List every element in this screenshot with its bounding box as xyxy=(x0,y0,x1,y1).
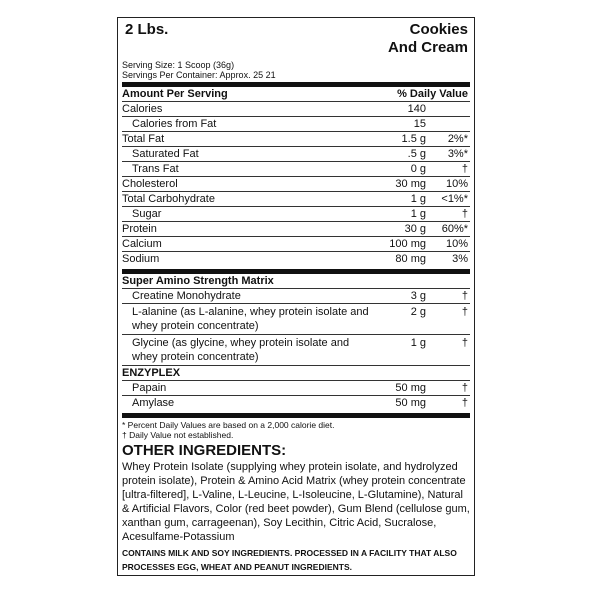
allergen-statement: CONTAINS MILK AND SOY INGREDIENTS. PROCESSED IN A FACILITY THAT ALSO PROCESSES EGG, WHEAT AND PEANUT INGREDIENTS. xyxy=(122,548,457,572)
other-ingredients-text: Whey Protein Isolate (supplying whey protein isolate, and hydrolyzed protein isolate), Protein & Amino Acid Matrix (whey protein concentrate [ultra-filtered], L-Valine, L-Leucine, L-Isoleucine, L-Glutamine), Natural & Artificial Flavors, Color (red beet powder), Gum Blend (cellulose gum, xanthan gum, carrageenan), Soy Lecithin, Citric Acid, Sucralose, Acesulfame-Potassium xyxy=(122,461,470,543)
footnotes xyxy=(122,420,470,440)
matrix-dv: † xyxy=(461,290,468,302)
nutrient-amount: .5 g xyxy=(407,148,426,160)
nutrient-label: Protein xyxy=(122,223,157,235)
daily-value-heading: % Daily Value xyxy=(397,88,468,100)
matrix-label: Creatine Monohydrate xyxy=(132,290,241,302)
matrix-heading-row xyxy=(122,274,470,289)
nutrient-row-saturated-fat xyxy=(122,147,470,162)
matrix-amount: 2 g xyxy=(410,306,426,318)
matrix-amount: 1 g xyxy=(410,337,426,349)
nutrient-row-calcium xyxy=(122,237,470,252)
matrix-label: Glycine (as glycine, whey protein isolate and whey protein concentrate) xyxy=(132,337,350,363)
label-header xyxy=(122,18,470,58)
nutrient-amount: 1 g xyxy=(410,193,426,205)
thick-divider xyxy=(122,413,470,418)
nutrient-row-sugar xyxy=(122,207,470,222)
enzyplex-title: ENZYPLEX xyxy=(122,367,181,379)
nutrient-row-calories xyxy=(122,102,470,117)
enzyplex-label: Amylase xyxy=(132,397,175,409)
nutrient-dv: 2%* xyxy=(447,133,468,145)
flavor-line-1: Cookies xyxy=(409,21,468,38)
matrix-row-glycine xyxy=(122,335,470,366)
nutrient-row-total-fat xyxy=(122,132,470,147)
nutrient-dv: 3%* xyxy=(447,148,468,160)
nutrient-amount: 15 xyxy=(413,118,426,130)
serving-size: Serving Size: 1 Scoop (36g) xyxy=(122,60,235,70)
enzyplex-label: Papain xyxy=(132,382,167,394)
enzyplex-heading-row xyxy=(122,366,470,381)
nutrient-dv: 10% xyxy=(445,178,468,190)
matrix-row-creatine xyxy=(122,289,470,304)
enzyplex-row-papain xyxy=(122,381,470,396)
nutrition-facts-panel xyxy=(117,17,475,576)
nutrient-row-sodium xyxy=(122,252,470,267)
amount-per-serving-heading: Amount Per Serving xyxy=(122,88,228,100)
nutrient-label: Cholesterol xyxy=(122,178,178,190)
percent-footnote: * Percent Daily Values are based on a 2,000 calorie diet. xyxy=(122,420,335,430)
nutrient-label: Calories from Fat xyxy=(132,118,217,130)
nutrient-dv: <1%* xyxy=(441,193,468,205)
nutrient-amount: 1.5 g xyxy=(401,133,426,145)
nutrient-dv: 60%* xyxy=(441,223,468,235)
enzyplex-amount: 50 mg xyxy=(395,397,426,409)
flavor-name xyxy=(338,21,468,57)
enzyplex-amount: 50 mg xyxy=(395,382,426,394)
matrix-row-l-alanine xyxy=(122,304,470,335)
matrix-label: L-alanine (as L-alanine, whey protein isolate and whey protein concentrate) xyxy=(132,306,369,332)
nutrient-label: Total Carbohydrate xyxy=(122,193,215,205)
nutrient-row-total-carbohydrate xyxy=(122,192,470,207)
nutrient-label: Calcium xyxy=(122,238,162,250)
nutrient-row-cholesterol xyxy=(122,177,470,192)
enzyplex-row-amylase xyxy=(122,396,470,411)
nutrient-row-protein xyxy=(122,222,470,237)
nutrient-dv: † xyxy=(461,208,468,220)
servings-per-container: Servings Per Container: Approx. 25 21 xyxy=(122,70,276,80)
nutrient-amount: 100 mg xyxy=(389,238,426,250)
nutrient-label: Sodium xyxy=(122,253,160,265)
matrix-dv: † xyxy=(461,337,468,349)
nutrient-amount: 30 g xyxy=(404,223,426,235)
nutrient-label: Saturated Fat xyxy=(132,148,199,160)
matrix-title: Super Amino Strength Matrix xyxy=(122,275,274,287)
nutrient-amount: 30 mg xyxy=(395,178,426,190)
enzyplex-dv: † xyxy=(461,397,468,409)
enzyplex-dv: † xyxy=(461,382,468,394)
matrix-dv: † xyxy=(461,306,468,318)
nutrient-label: Total Fat xyxy=(122,133,165,145)
nutrient-amount: 0 g xyxy=(410,163,426,175)
other-ingredients-title: OTHER INGREDIENTS: xyxy=(122,442,287,459)
nutrient-dv: 3% xyxy=(452,253,468,265)
flavor-line-2: And Cream xyxy=(387,39,468,56)
net-weight: 2 Lbs. xyxy=(125,21,169,38)
dagger-footnote: † Daily Value not established. xyxy=(122,430,234,440)
nutrient-amount: 140 xyxy=(407,103,426,115)
nutrient-label: Calories xyxy=(122,103,163,115)
nutrient-amount: 1 g xyxy=(410,208,426,220)
nutrient-row-trans-fat xyxy=(122,162,470,177)
nutrient-label: Sugar xyxy=(132,208,162,220)
nutrient-amount: 80 mg xyxy=(395,253,426,265)
matrix-amount: 3 g xyxy=(410,290,426,302)
serving-info xyxy=(122,60,470,80)
nutrient-dv: † xyxy=(461,163,468,175)
nutrient-row-calories-from-fat xyxy=(122,117,470,132)
column-header-row xyxy=(122,87,470,102)
nutrient-label: Trans Fat xyxy=(132,163,179,175)
nutrient-dv: 10% xyxy=(445,238,468,250)
